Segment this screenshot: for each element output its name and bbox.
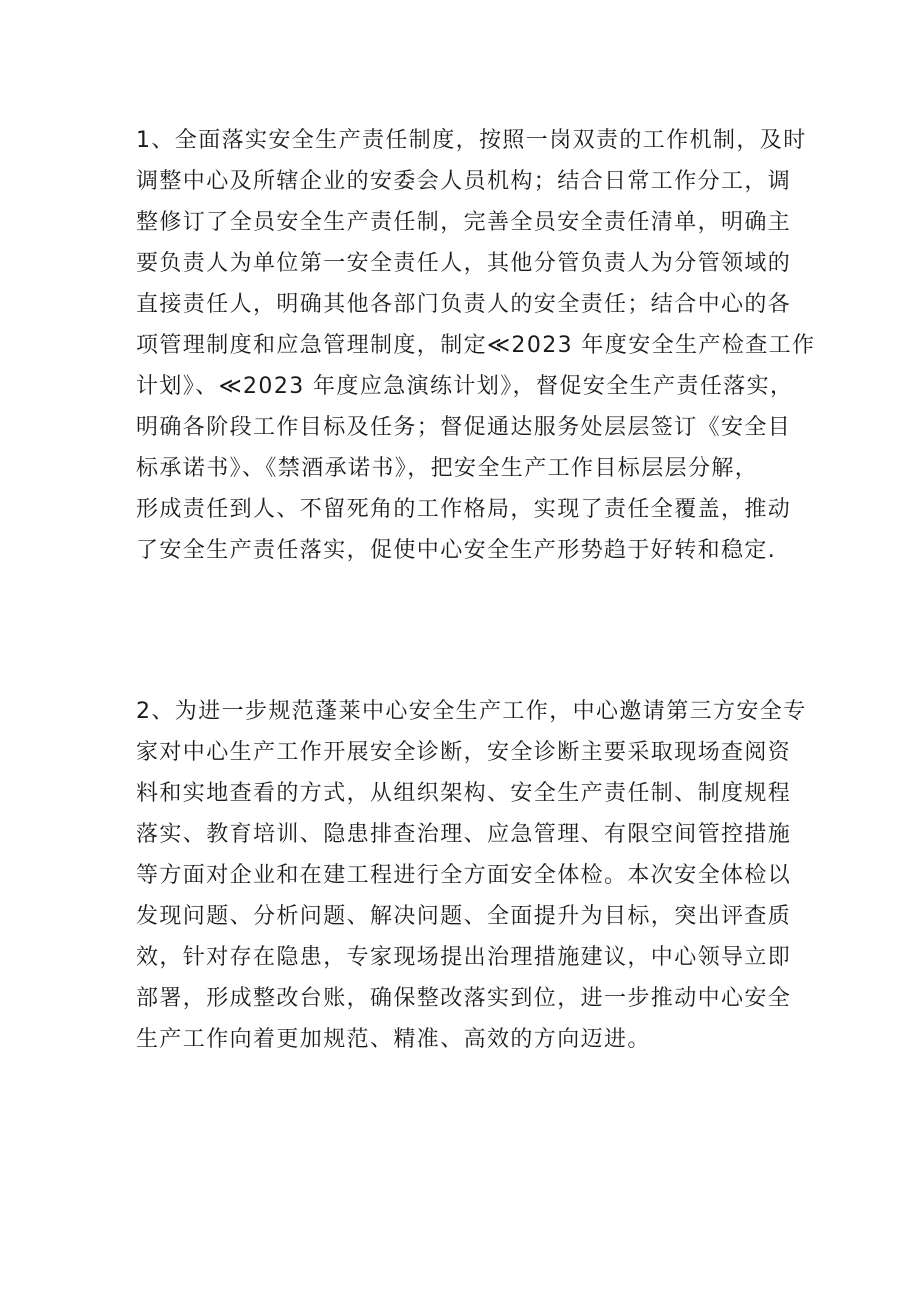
paragraph-line: 计划》、≪2023 年度应急演练计划》，督促安全生产责任落实， [136,374,794,399]
paragraph-line: 效，针对存在隐患，专家现场提出治理措施建议，中心领导立即 [136,945,792,970]
paragraph-line: 形成责任到人、不留死角的工作格局，实现了责任全覆盖，推动 [136,497,792,522]
paragraph-line: 项管理制度和应急管理制度，制定≪2023 年度安全生产检查工作 [136,333,816,358]
paragraph-line: 发现问题、分析问题、解决问题、全面提升为目标，突出评查质 [136,904,792,929]
paragraph-line: 直接责任人，明确其他各部门负责人的安全责任；结合中心的各 [136,292,792,317]
paragraph-line: 调整中心及所辖企业的安委会人员机构；结合日常工作分工，调 [136,169,792,194]
paragraph-line: 标承诺书》、《禁酒承诺书》，把安全生产工作目标层层分解， [136,456,759,481]
paragraph-line: 部署，形成整改台账，确保整改落实到位，进一步推动中心安全 [136,986,792,1011]
paragraph-line: 落实、教育培训、隐患排查治理、应急管理、有限空间管控措施 [136,822,792,847]
paragraph-line: 生产工作向着更加规范、精准、高效的方向迈进。 [136,1027,651,1052]
paragraph-safety-diagnosis [136,691,807,1060]
paragraph-safety-responsibility [136,120,816,571]
paragraph-line: 整修订了全员安全生产责任制，完善全员安全责任清单，明确主 [136,210,792,235]
paragraph-line: 1、全面落实安全生产责任制度，按照一岗双责的工作机制，及时 [136,128,807,153]
paragraph-line: 等方面对企业和在建工程进行全方面安全体检。本次安全体检以 [136,863,792,888]
paragraph-line: 料和实地查看的方式，从组织架构、安全生产责任制、制度规程 [136,781,792,806]
paragraph-line: 要负责人为单位第一安全责任人，其他分管负责人为分管领域的 [136,251,792,276]
paragraph-line: 了安全生产责任落实，促使中心安全生产形势趋于好转和稳定. [136,538,777,563]
paragraph-line: 2、为进一步规范蓬莱中心安全生产工作，中心邀请第三方安全专 [136,699,807,724]
paragraph-line: 明确各阶段工作目标及任务；督促通达服务处层层签订《安全目 [136,415,792,440]
paragraph-line: 家对中心生产工作开展安全诊断，安全诊断主要采取现场查阅资 [136,740,792,765]
